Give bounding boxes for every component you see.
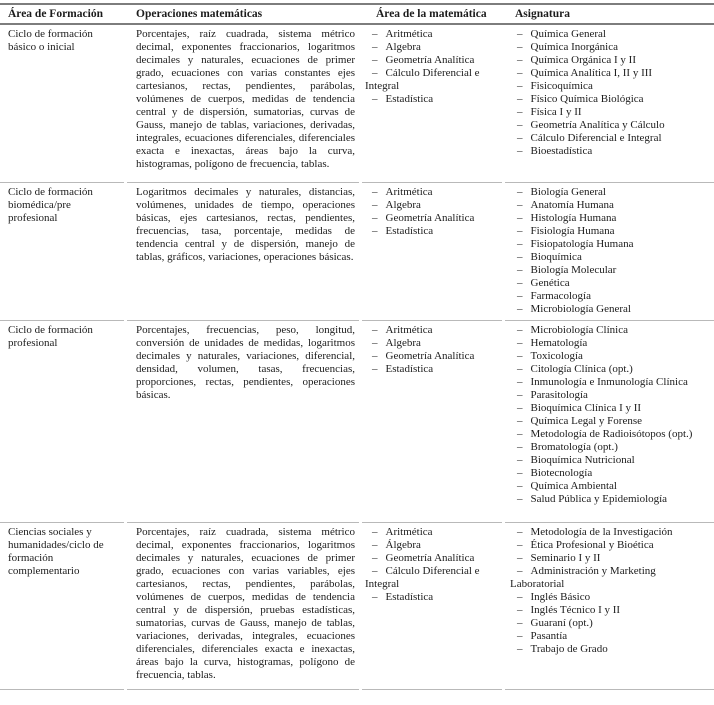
list-item [365,199,500,212]
list-item-text: Cálculo Diferencial e Integral [365,565,480,590]
table-row [0,523,714,690]
dash-marker: – [517,225,523,237]
list-item [510,80,712,93]
dash-marker: – [372,67,378,79]
list-item [510,93,712,106]
list-item [510,350,712,363]
dash-marker: – [517,93,523,105]
list-item-text: Trabajo de Grado [530,643,608,655]
cell-area-formacion: Ciclo de formación básico o inicial [0,25,124,183]
header-asignatura: Asignatura [515,8,570,20]
list-item-text: Bioquímica Clínica I y II [530,402,642,414]
list-item [510,303,712,316]
list-item [510,290,712,303]
dash-marker: – [517,526,523,538]
dash-marker: – [517,376,523,388]
list-item-text: Estadística [385,93,434,105]
cell-asignatura [505,523,714,690]
list-item-text: Estadística [385,591,434,603]
list-item-text: Bioestadística [530,145,593,157]
table-row [0,183,714,321]
list-item-text: Aritmética [385,324,433,336]
dash-marker: – [517,493,523,505]
list-item [510,428,712,441]
list-item-text: Fisiología Humana [530,225,615,237]
list-item-text: Algebra [385,199,421,211]
list-item [510,212,712,225]
list-item-text: Química Inorgánica [530,41,618,53]
dash-marker: – [372,337,378,349]
list-item [510,54,712,67]
list-item-text: Biotecnología [530,467,593,479]
header-operaciones-matematicas: Operaciones matemáticas [136,8,263,20]
dash-marker: – [372,93,378,105]
dash-marker: – [372,552,378,564]
list-item [510,552,712,565]
dash-marker: – [517,630,523,642]
list-item [365,591,500,604]
list-item-text: Química Analítica I, II y III [530,67,653,79]
dash-marker: – [372,54,378,66]
list-item [510,225,712,238]
list-item [510,145,712,158]
list-item-text: Biología Molecular [530,264,617,276]
list-item [365,539,500,552]
list-item [510,199,712,212]
dash-marker: – [372,186,378,198]
cell-area-matematica [362,321,502,523]
list-item-text: Estadística [385,363,434,375]
list-item-text: Cálculo Diferencial e Integral [530,132,662,144]
list-item-text: Histología Humana [530,212,617,224]
cell-operaciones-matematicas: Logaritmos decimales y naturales, distancias, volúmenes, unidades de tiempo, operaciones básicas, ejes cartesianos, rectas, pendientes, frecuencias, tasa, porcentaje, medidas de tendencia central y de dispersión, manejo de tablas, gráficos, variaciones, operaciones básicas. [127,183,359,321]
table-header-row [0,5,714,25]
list-item [510,67,712,80]
table-row [0,321,714,523]
dash-marker: – [517,480,523,492]
list-item [510,591,712,604]
list-item-text: Fisiopatología Humana [530,238,634,250]
list-item-text: Salud Pública y Epidemiología [530,493,668,505]
list-item [510,28,712,41]
list-item [510,324,712,337]
list-item-text: Farmacología [530,290,591,302]
list-item [365,67,500,93]
list-item-text: Algebra [385,41,421,53]
list-item-text: Bioquímica [530,251,582,263]
list-item [510,415,712,428]
cell-operaciones-matematicas: Porcentajes, raíz cuadrada, sistema métrico decimal, exponentes fraccionarios, logaritmos decimales y naturales, ecuaciones de primer grado, ecuaciones con varias variables, ejes cartesianos, rectas, pendientes, parábolas, volúmenes de cuerpos, medidas de tendencia central y de dispersión, pruebas estadísticas, sumatorias, curvas de Gauss, manejo de tablas, variaciones, derivadas, integrales, ecuaciones diferenciales, diferenciales exacta e inexactas, áreas bajo la curva, histogramas, polígono de frecuencia, tablas. [127,523,359,690]
list-item [365,54,500,67]
dash-marker: – [517,565,523,577]
list-item-text: Inglés Básico [530,591,591,603]
list-item [510,106,712,119]
list-item [365,337,500,350]
list-item-text: Física I y II [530,106,582,118]
dash-marker: – [517,251,523,263]
list-item-text: Inmunología e Inmunología Clínica [530,376,688,388]
list-item-text: Química Orgánica I y II [530,54,636,66]
dash-marker: – [517,277,523,289]
dash-marker: – [372,363,378,375]
dash-marker: – [517,41,523,53]
dash-marker: – [517,467,523,479]
header-area-matematica: Área de la matemática [376,8,487,20]
list-item [510,402,712,415]
list-item-text: Fisicoquímica [530,80,593,92]
dash-marker: – [517,264,523,276]
list-item-text: Geometría Analítica [385,212,475,224]
list-item [510,441,712,454]
list-item [510,238,712,251]
list-item-text: Algebra [385,337,421,349]
cell-area-matematica [362,523,502,690]
dash-marker: – [517,617,523,629]
list-item [510,119,712,132]
dash-marker: – [372,199,378,211]
list-item [510,643,712,656]
list-item-text: Microbiología General [530,303,631,315]
list-item [365,363,500,376]
dash-marker: – [517,212,523,224]
list-item-text: Bioquímica Nutricional [530,454,635,466]
cell-operaciones-matematicas: Porcentajes, frecuencias, peso, longitud, conversión de unidades de medidas, logaritmos decimales y naturales, variaciones, diferencial, densidad, volumen, tasas, frecuencias, proporciones, rectas, pendientes, operaciones básicas. [127,321,359,523]
dash-marker: – [517,324,523,336]
dash-marker: – [372,324,378,336]
dash-marker: – [372,526,378,538]
list-item-text: Seminario I y II [530,552,601,564]
dash-marker: – [517,199,523,211]
dash-marker: – [517,539,523,551]
list-item [510,251,712,264]
curriculum-table [0,3,714,690]
list-item-text: Aritmética [385,186,433,198]
list-item [510,277,712,290]
dash-marker: – [517,28,523,40]
dash-marker: – [372,41,378,53]
dash-marker: – [517,54,523,66]
list-item [510,132,712,145]
list-item [365,212,500,225]
dash-marker: – [517,415,523,427]
list-item-text: Biología General [530,186,606,198]
dash-marker: – [517,604,523,616]
cell-asignatura [505,183,714,321]
list-item-text: Aritmética [385,28,433,40]
dash-marker: – [517,389,523,401]
list-item [510,565,712,591]
dash-marker: – [372,565,378,577]
dash-marker: – [372,591,378,603]
dash-marker: – [517,402,523,414]
dash-marker: – [517,591,523,603]
list-item-text: Toxicología [530,350,583,362]
dash-marker: – [517,428,523,440]
list-item-text: Geometría Analítica [385,552,475,564]
dash-marker: – [517,80,523,92]
list-item [365,225,500,238]
list-item-text: Microbiología Clínica [530,324,628,336]
dash-marker: – [517,552,523,564]
list-item-text: Geometría Analítica [385,350,475,362]
list-item-text: Ética Profesional y Bioética [530,539,654,551]
dash-marker: – [372,212,378,224]
list-item-text: Hematología [530,337,588,349]
list-item-text: Anatomía Humana [530,199,614,211]
list-item-text: Estadística [385,225,434,237]
dash-marker: – [372,539,378,551]
list-item-text: Álgebra [385,539,421,551]
list-item-text: Metodología de Radioisótopos (opt.) [530,428,693,440]
list-item [510,526,712,539]
dash-marker: – [517,337,523,349]
list-item [510,186,712,199]
dash-marker: – [517,350,523,362]
list-item-text: Citología Clínica (opt.) [530,363,633,375]
list-item [365,350,500,363]
list-item-text: Guaraní (opt.) [530,617,593,629]
list-item-text: Genética [530,277,570,289]
dash-marker: – [517,106,523,118]
list-item [510,617,712,630]
list-item [365,93,500,106]
cell-area-formacion: Ciclo de formación biomédica/pre profesional [0,183,124,321]
cell-area-formacion: Ciclo de formación profesional [0,321,124,523]
dash-marker: – [372,350,378,362]
dash-marker: – [517,238,523,250]
list-item [365,526,500,539]
list-item-text: Química Ambiental [530,480,617,492]
cell-area-formacion: Ciencias sociales y humanidades/ciclo de formación complementario [0,523,124,690]
dash-marker: – [517,290,523,302]
dash-marker: – [372,225,378,237]
list-item-text: Metodología de la Investigación [530,526,673,538]
dash-marker: – [517,132,523,144]
list-item-text: Química General [530,28,606,40]
list-item [510,376,712,389]
list-item [510,630,712,643]
list-item [365,565,500,591]
list-item-text: Bromatología (opt.) [530,441,618,453]
dash-marker: – [517,441,523,453]
cell-area-matematica [362,25,502,183]
list-item [365,552,500,565]
list-item-text: Química Legal y Forense [530,415,642,427]
table-row [0,25,714,183]
list-item [510,539,712,552]
list-item [365,324,500,337]
list-item-text: Geometría Analítica y Cálculo [530,119,665,131]
list-item [510,264,712,277]
list-item-text: Aritmética [385,526,433,538]
list-item-text: Administración y Marketing Laboratorial [510,565,656,590]
list-item [510,480,712,493]
dash-marker: – [517,119,523,131]
dash-marker: – [517,363,523,375]
list-item [510,337,712,350]
dash-marker: – [517,454,523,466]
list-item [365,28,500,41]
dash-marker: – [517,643,523,655]
list-item [510,493,712,506]
list-item-text: Cálculo Diferencial e Integral [365,67,480,92]
dash-marker: – [517,186,523,198]
dash-marker: – [517,303,523,315]
list-item [365,41,500,54]
cell-asignatura [505,25,714,183]
list-item-text: Geometría Analítica [385,54,475,66]
list-item [510,363,712,376]
list-item-text: Inglés Técnico I y II [530,604,621,616]
list-item-text: Parasitología [530,389,588,401]
list-item [510,454,712,467]
cell-asignatura [505,321,714,523]
list-item [365,186,500,199]
list-item [510,41,712,54]
list-item [510,389,712,402]
dash-marker: – [517,67,523,79]
list-item [510,604,712,617]
list-item-text: Físico Química Biológica [530,93,644,105]
cell-operaciones-matematicas: Porcentajes, raíz cuadrada, sistema métrico decimal, exponentes fraccionarios, logaritmos decimales y naturales, ecuaciones de primer grado, ecuaciones con varias constantes ejes cartesianos, rectas, pendientes, parábolas, volúmenes de cuerpos, medidas de tendencia central y de dispersión, sumatorias, curvas de Gauss, manejo de tablas, variaciones, derivadas, integrales, ecuaciones diferenciales, diferenciales exacta e inexactas, áreas bajo la curva, histogramas, polígono de frecuencia, tablas. [127,25,359,183]
list-item [510,467,712,480]
dash-marker: – [517,145,523,157]
dash-marker: – [372,28,378,40]
cell-area-matematica [362,183,502,321]
list-item-text: Pasantía [530,630,568,642]
header-area-formacion: Área de Formación [8,8,103,20]
